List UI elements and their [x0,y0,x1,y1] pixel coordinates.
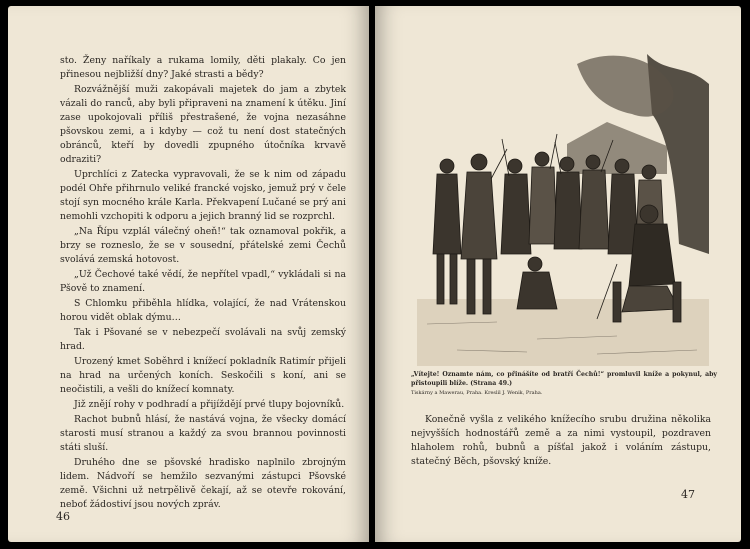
page-number: 46 [56,510,70,523]
paragraph: Rachot bubnů hlásí, že nastává vojna, že všecky domácí starosti musí stranou a každý za svou brannou povinnosti státi sluší. [60,414,346,453]
paragraph: Uprchlíci z Zatecka vypravovali, že se k nim od západu podél Ohře přihrnulo veliké francké vojsko, jemuž prý v čele stojí syn mocného krále Karla. Překvapení Lučané se prý ani nemohli vzchopiti k odporu a jejich branný lid se rozprchl. [60,169,346,222]
page-number: 47 [681,488,695,501]
paragraph: „Už Čechové také vědí, že nepřítel vpadl,“ vykládali si na Pšově to znamení. [60,269,346,294]
paragraph: Urozený kmet Soběhrd i knížecí pokladník Ratimír přijeli na hrad na určených koních. Seskočili s koní, ani se neočistili, a vešli do knížecí komnaty. [60,356,346,395]
paragraph: sto. Ženy naříkaly a rukama lomily, děti plakaly. Co jen přinesou nejbližší dny? Jaké strasti a bědy? [60,55,346,80]
paragraph: „Na Řípu vzplál válečný oheň!“ tak oznamoval pokřik, a brzy se rozneslo, že se v sousední, přátelské zemi Čechů svolává zemská hotovost. [60,226,346,265]
paragraph: Již znějí rohy v podhradí a přijíždějí prvé tlupy bojovníků. [74,399,345,410]
paragraph: Rozvážnější muži zakopávali majetek do jam a zbytek vázali do ranců, aby byli připraveni na znamení k útěku. Jiní zase upokojovali příliš přestrašené, že vojna nezasáhne pšovskou zemi, a i kdyby — což tu není dost statečných obránců, kteří by dovedli zpupného útočníka krvavě odraziti? [60,84,346,165]
illustration-caption [411,370,717,398]
paragraph: Tak i Pšované se v nebezpečí svolávali na svůj zemský hrad. [60,327,346,352]
right-page-text [411,413,711,469]
paragraph: Konečně vyšla z velikého knížecího srubu družina několika nejvyšších hodnostářů země a za nimi vystoupil, pozdraven hlaholem rohů, bubnů a píšťal jakož i voláním zástupu, statečný Běch, pšovský kníže. [411,414,711,467]
paragraph: S Chlomku přiběhla hlídka, volající, že nad Vrátenskou horou vidět oblak dýmu… [60,298,346,323]
caption-text: „Vítejte! Oznamte nám, co přinášíte od bratří Čechů!“ promluvil kníže a pokynul, aby přistoupili blíže. (Strana 49.) [411,371,717,387]
paragraph: Druhého dne se pšovské hradisko naplnilo zbrojným lidem. Nádvoří se hemžilo sezvanými zástupci Pšovské země. Všichni už netrpělivě čekají, až se otevře rokování, neboť žádostiví jsou nových zpráv. [60,457,346,510]
left-page [8,6,369,542]
crowd-illustration [417,54,709,366]
right-page [375,6,741,542]
left-page-text [60,54,346,512]
illustration-credit: Tiskárny a Mawerau, Praha. Kreslil J. Wenik, Praha. [411,390,543,396]
